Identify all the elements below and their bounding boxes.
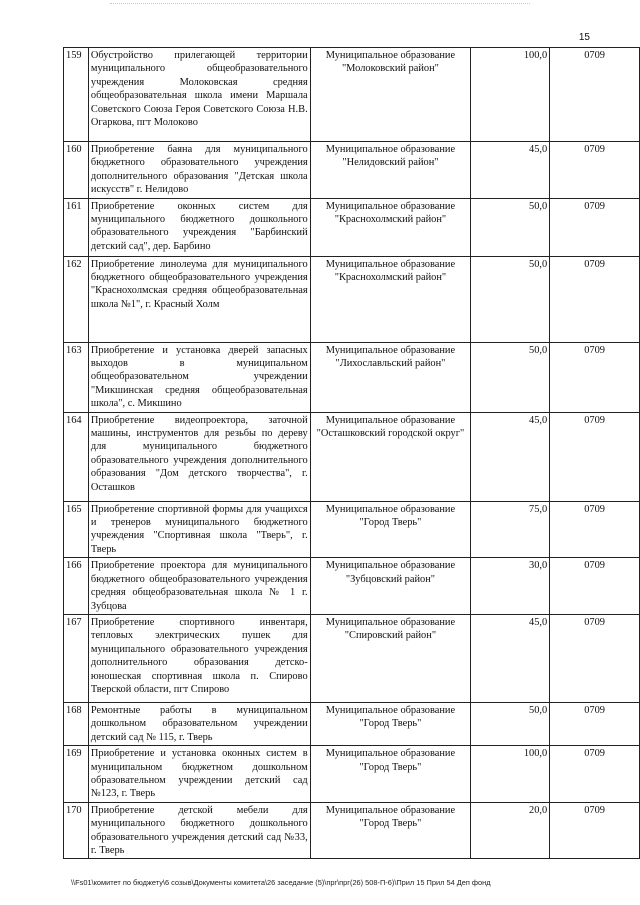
row-amount: 45,0	[471, 614, 550, 702]
row-number: 159	[64, 48, 89, 142]
row-amount: 45,0	[471, 142, 550, 199]
row-recipient: Муниципальное образование "Краснохолмский район"	[310, 256, 471, 342]
row-recipient: Муниципальное образование "Осташковский городской округ"	[310, 412, 471, 501]
file-path-footer: \\Fs01\комитет по бюджету\6 созыв\Документы комитета\26 заседание (5)\прг\прг(26) 508-П-6)\Прил 15 Прил 54 Деп фонд	[71, 878, 491, 887]
row-amount: 45,0	[471, 412, 550, 501]
row-amount: 30,0	[471, 558, 550, 615]
table-row	[64, 256, 640, 342]
page-number: 15	[578, 32, 590, 43]
row-budget-code: 0709	[550, 614, 640, 702]
row-description: Приобретение видеопроектора, заточной машины, инструментов для резьбы по дереву для муниципального бюджетного образовательного учреждения дополнительного образования "Дом детского творчества", г. Осташков	[88, 412, 310, 501]
row-recipient: Муниципальное образование "Город Тверь"	[310, 501, 471, 558]
row-number: 170	[64, 802, 89, 859]
row-recipient: Муниципальное образование "Краснохолмский район"	[310, 198, 471, 256]
table-row	[64, 746, 640, 803]
table-row	[64, 342, 640, 412]
row-budget-code: 0709	[550, 198, 640, 256]
row-description: Приобретение линолеума для муниципального бюджетного общеобразовательного учреждения "Краснохолмская средняя общеобразовательная школа №1", г. Красный Холм	[88, 256, 310, 342]
row-number: 161	[64, 198, 89, 256]
table-row	[64, 142, 640, 199]
row-amount: 75,0	[471, 501, 550, 558]
table-row	[64, 702, 640, 745]
row-number: 160	[64, 142, 89, 199]
row-recipient: Муниципальное образование "Нелидовский район"	[310, 142, 471, 199]
row-description: Приобретение спортивной формы для учащихся и тренеров муниципального бюджетного учреждения "Спортивная школа "Тверь", г. Тверь	[88, 501, 310, 558]
row-recipient: Муниципальное образование "Город Тверь"	[310, 802, 471, 859]
row-budget-code: 0709	[550, 746, 640, 803]
row-number: 163	[64, 342, 89, 412]
table-row	[64, 614, 640, 702]
row-number: 164	[64, 412, 89, 501]
table-body	[64, 48, 640, 859]
allocation-table	[63, 47, 640, 859]
table-row	[64, 412, 640, 501]
row-recipient: Муниципальное образование "Город Тверь"	[310, 746, 471, 803]
row-recipient: Муниципальное образование "Лихославльский район"	[310, 342, 471, 412]
row-amount: 100,0	[471, 746, 550, 803]
row-budget-code: 0709	[550, 558, 640, 615]
row-amount: 50,0	[471, 342, 550, 412]
row-budget-code: 0709	[550, 412, 640, 501]
row-amount: 100,0	[471, 48, 550, 142]
row-amount: 50,0	[471, 198, 550, 256]
table-row	[64, 48, 640, 142]
row-description: Приобретение оконных систем для муниципального бюджетного дошкольного образовательного учреждения "Барбинский детский сад", дер. Барбино	[88, 198, 310, 256]
row-recipient: Муниципальное образование "Зубцовский район"	[310, 558, 471, 615]
row-budget-code: 0709	[550, 702, 640, 745]
row-amount: 20,0	[471, 802, 550, 859]
row-recipient: Муниципальное образование "Молоковский район"	[310, 48, 471, 142]
row-number: 168	[64, 702, 89, 745]
row-budget-code: 0709	[550, 342, 640, 412]
row-description: Приобретение спортивного инвентаря, тепловых электрических пушек для муниципального образовательного учреждения дополнительного образования детско-юношеская спортивная школа п. Спирово Тверской области, пгт Спирово	[88, 614, 310, 702]
row-budget-code: 0709	[550, 802, 640, 859]
row-description: Обустройство прилегающей территории муниципального общеобразовательного учреждения Молоковская средняя общеобразовательная школа имени Маршала Советского Союза Героя Советского Союза Н.В. Огаркова, пгт Молоково	[88, 48, 310, 142]
row-description: Приобретение проектора для муниципального бюджетного общеобразовательного учреждения средняя общеобразовательная школа № 1 г. Зубцова	[88, 558, 310, 615]
row-amount: 50,0	[471, 702, 550, 745]
row-description: Приобретение детской мебели для муниципального бюджетного дошкольного образовательного учреждения детский сад №33, г. Тверь	[88, 802, 310, 859]
row-number: 162	[64, 256, 89, 342]
row-budget-code: 0709	[550, 256, 640, 342]
row-budget-code: 0709	[550, 48, 640, 142]
row-number: 167	[64, 614, 89, 702]
row-amount: 50,0	[471, 256, 550, 342]
row-number: 165	[64, 501, 89, 558]
row-recipient: Муниципальное образование "Спировский район"	[310, 614, 471, 702]
scan-header-noise	[110, 3, 530, 10]
table-row	[64, 501, 640, 558]
table-row	[64, 198, 640, 256]
row-budget-code: 0709	[550, 501, 640, 558]
row-description: Приобретение и установка оконных систем в муниципальном бюджетном дошкольном образовательном учреждении детский сад №123, г. Тверь	[88, 746, 310, 803]
row-description: Приобретение баяна для муниципального бюджетного образовательного учреждения дополнительного образования "Детская школа искусств" г. Нелидово	[88, 142, 310, 199]
table-row	[64, 802, 640, 859]
row-number: 169	[64, 746, 89, 803]
row-description: Ремонтные работы в муниципальном дошкольном образовательном учреждении детский сад № 115, г. Тверь	[88, 702, 310, 745]
row-budget-code: 0709	[550, 142, 640, 199]
row-recipient: Муниципальное образование "Город Тверь"	[310, 702, 471, 745]
row-number: 166	[64, 558, 89, 615]
row-description: Приобретение и установка дверей запасных выходов в муниципальном общеобразовательном учреждении "Микшинская средняя общеобразовательная школа", с. Микшино	[88, 342, 310, 412]
table-row	[64, 558, 640, 615]
